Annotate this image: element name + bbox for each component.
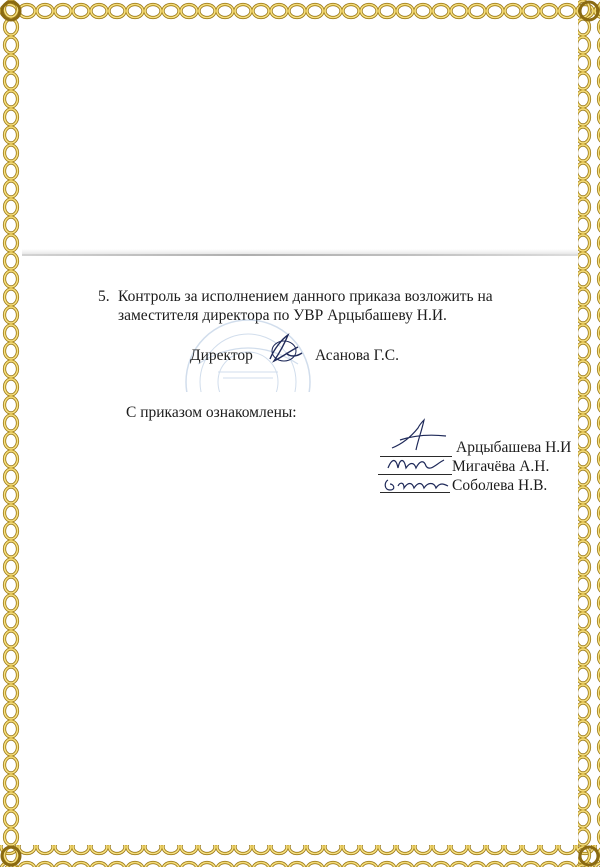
signatory-name-1: Арцыбашева Н.И	[456, 439, 572, 456]
signatory-name-2: Мигачёва А.Н.	[452, 458, 550, 475]
director-signature	[264, 331, 306, 367]
frame-left	[0, 0, 22, 867]
frame-top	[0, 0, 600, 22]
item-number: 5.	[98, 288, 110, 305]
signature-underline-3	[380, 492, 450, 493]
signature-1	[388, 418, 450, 454]
frame-bottom	[0, 845, 600, 867]
acknowledgement-heading: С приказом ознакомлены:	[126, 404, 297, 421]
scan-fold-line	[22, 254, 578, 256]
director-title: Директор	[190, 347, 253, 364]
signatory-name-3: Соболева Н.В.	[452, 477, 548, 494]
director-name: Асанова Г.С.	[315, 347, 399, 364]
frame-right	[578, 0, 600, 867]
item-text-line1: Контроль за исполнением данного приказа возложить на	[118, 288, 493, 305]
item-text-line2: заместителя директора по УВР Арцыбашеву Н.И.	[118, 307, 447, 324]
